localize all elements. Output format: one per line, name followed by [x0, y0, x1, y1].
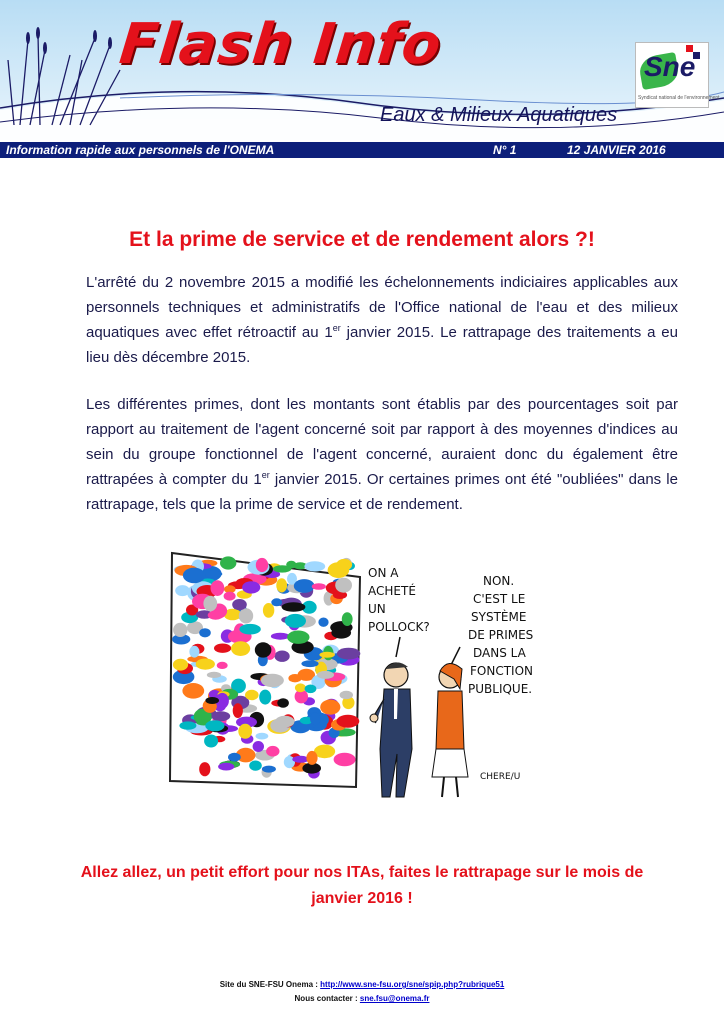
paragraph-1-text-b: janvier 2015. Le rattrapage des traitements a eu lieu dès décembre 2015. [86, 324, 678, 366]
paint-splat [238, 724, 252, 739]
bubble-1-line: POLLOCK? [368, 620, 430, 634]
paragraph-1 [86, 270, 678, 370]
paint-splat [304, 561, 325, 571]
bubble-1-line: ACHETÉ [368, 584, 416, 598]
paragraph-1-superscript: er [332, 323, 341, 333]
paint-splat [312, 583, 326, 590]
paint-splat [173, 623, 187, 637]
bubble-2-line: NON. [483, 574, 515, 588]
paint-splat [331, 627, 351, 639]
bubble-2-line: FONCTION [470, 664, 533, 678]
paint-splat [175, 585, 190, 596]
flash-info-title: Flash Info [116, 12, 445, 77]
paint-splat [231, 641, 250, 656]
paint-splat [245, 690, 259, 700]
paint-splat [228, 753, 241, 762]
paint-splat [305, 685, 317, 694]
paint-splat [317, 671, 334, 679]
footer-site-link[interactable]: http://www.sne-fsu.org/sne/spip.php?rubrique51 [320, 980, 505, 989]
call-line-2: janvier 2016 ! [311, 890, 413, 907]
paint-splat [335, 578, 352, 593]
paragraph-2-text-b: janvier 2015. Or certaines primes ont été "oubliées" dans le rattrapage, tels que la prime de service et de rendement. [86, 471, 678, 513]
paint-splat [336, 559, 352, 570]
banner-audience: Information rapide aux personnels de l'ONEMA [6, 143, 275, 157]
paint-splat [199, 762, 210, 776]
man-figure [370, 662, 412, 797]
bubble-1 [368, 566, 430, 657]
paint-splat [239, 624, 260, 635]
paint-splat [218, 763, 234, 771]
paint-splat [340, 691, 353, 699]
bubble-2-line: DE PRIMES [468, 628, 534, 642]
paint-splat [255, 642, 272, 657]
paint-splat [239, 608, 253, 623]
paint-splat [295, 683, 306, 692]
paint-splat [203, 596, 217, 611]
header-subtitle: Eaux & Milieux Aquatiques [380, 104, 618, 126]
paint-splat [242, 581, 260, 593]
paint-splat [275, 716, 294, 728]
call-line-1: Allez allez, un petit effort pour nos ITAs, faites le rattrapage sur le mois de [80, 864, 644, 881]
paint-splat [220, 556, 236, 569]
paint-splat [217, 662, 228, 669]
call-to-action [40, 860, 684, 912]
paint-splat [288, 674, 301, 682]
paint-splat [301, 660, 318, 667]
paragraph-2 [86, 392, 678, 517]
banner-date: 12 JANVIER 2016 [567, 143, 666, 157]
logo-text: Sne [644, 51, 696, 82]
paint-splat [263, 603, 274, 618]
paint-splat [211, 711, 230, 721]
paint-splat [224, 592, 236, 601]
paint-splat [232, 599, 247, 610]
paint-splat [271, 633, 290, 640]
paint-splat [266, 746, 279, 757]
paint-splat [249, 761, 262, 771]
footer-site-label: Site du SNE-FSU Onema : [219, 980, 321, 989]
header [0, 0, 724, 140]
paint-splat [337, 648, 360, 660]
paint-splat [211, 580, 225, 596]
paragraph-1-text-a: L'arrêté du 2 novembre 2015 a modifié les échelonnements indiciaires applicables aux personnels techniques et administratifs de l'Office national de l'eau et des milieux aquatiques avec effet rétroactif au 1 [86, 274, 678, 341]
paint-splat [205, 697, 219, 704]
logo-tagline: Syndicat national de l'environnement [638, 95, 720, 101]
paint-splat [179, 721, 196, 729]
paint-splat [233, 703, 243, 718]
bubble-2-line: DANS LA [473, 646, 526, 660]
paint-splat [287, 631, 309, 644]
paint-splat [276, 578, 287, 592]
paint-splat [275, 651, 290, 662]
article-title: Et la prime de service et de rendement alors ?! [129, 228, 595, 251]
paint-splat [207, 672, 221, 678]
paint-splat [306, 751, 317, 765]
paint-splat [208, 611, 224, 620]
paragraph-2-superscript: er [261, 470, 270, 480]
paint-splat [256, 733, 269, 740]
bubble-2-line: SYSTÈME [471, 610, 527, 624]
paint-splat [342, 612, 353, 626]
paint-splat [204, 735, 218, 748]
info-banner [0, 142, 724, 158]
footer-contact [0, 994, 724, 1003]
paint-splat [319, 652, 334, 658]
paint-splat [294, 579, 315, 593]
paint-splat [253, 741, 264, 752]
woman-figure [432, 663, 468, 797]
footer-site [0, 980, 724, 989]
paint-splat [262, 766, 276, 773]
paint-splat [205, 720, 224, 731]
paint-splat [273, 565, 292, 572]
bubble-2-line: C'EST LE [473, 592, 526, 606]
paint-splat [285, 614, 306, 628]
paint-splat [173, 659, 188, 671]
paint-splat [277, 698, 289, 707]
paint-splat [214, 644, 231, 653]
cartoon-signature: CHERE/U [480, 772, 521, 782]
paint-splat [310, 713, 321, 725]
paint-splat [318, 618, 328, 627]
paint-splat [334, 753, 356, 766]
sne-logo [635, 42, 720, 108]
bubble-1-line: UN [368, 602, 386, 616]
paint-splat [259, 690, 271, 705]
paint-splat [196, 659, 215, 670]
cartoon-illustration [168, 549, 550, 809]
paint-splat [271, 598, 282, 606]
paint-splat [199, 628, 211, 637]
paint-splat [183, 568, 205, 584]
footer-email-link[interactable]: sne.fsu@onema.fr [359, 994, 430, 1003]
bubble-2-line: PUBLIQUE. [468, 682, 533, 696]
paint-splat [256, 558, 268, 572]
banner-issue-number: N° 1 [493, 143, 517, 157]
paint-splat [337, 715, 360, 728]
bubble-1-line: ON A [368, 566, 399, 580]
footer-contact-label: Nous contacter : [294, 994, 360, 1003]
paragraph-2-text-a: Les différentes primes, dont les montants sont établis par des pourcentages soit par rapport au traitement de l'agent concerné soit par rapport à des moyennes d'indices au sein du groupe fonctionnel de l'agent concerné, auraient donc du également être rattrapées à compter du 1 [86, 396, 678, 488]
paint-splat [320, 700, 340, 715]
paint-splat [182, 683, 204, 699]
paint-splat [282, 602, 306, 612]
paint-splat [261, 674, 284, 687]
paint-splat [189, 646, 199, 658]
bubble-2 [450, 574, 533, 696]
pollock-painting [170, 553, 360, 787]
